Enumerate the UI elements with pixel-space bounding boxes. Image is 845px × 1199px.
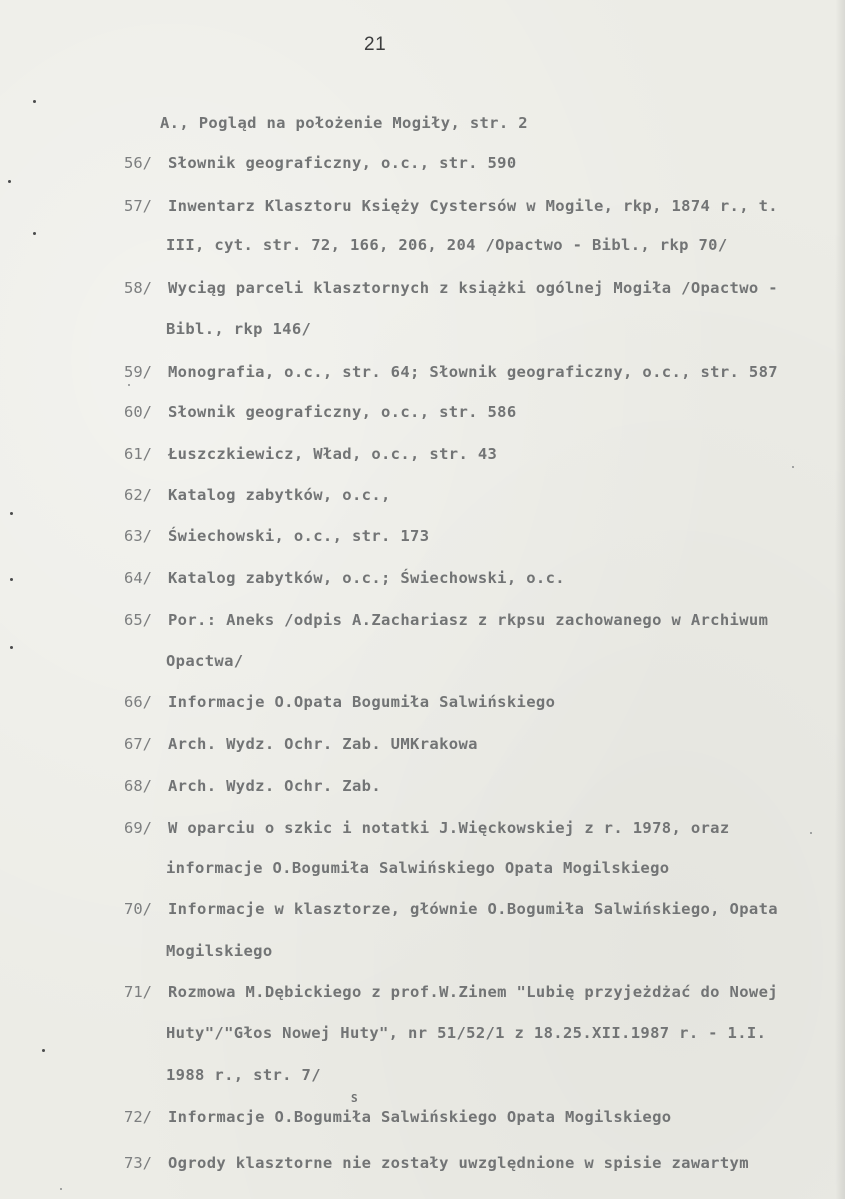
footnote-text: Informacje O.Opata Bogumiła Salwińskiego (168, 693, 556, 711)
footnote-entry-67 (124, 734, 478, 754)
footnote-entry-63 (124, 526, 429, 546)
footnote-continuation (166, 1023, 766, 1043)
footnote-text: 1988 r., str. 7/ (166, 1066, 321, 1084)
footnote-text: Świechowski, o.c., str. 173 (168, 527, 430, 545)
footnote-continuation (166, 858, 669, 878)
scan-speck (10, 646, 13, 649)
footnote-entry-69 (124, 818, 730, 838)
footnote-entry-71 (124, 982, 778, 1002)
footnote-text: III, cyt. str. 72, 166, 206, 204 /Opactwo - Bibl., rkp 70/ (166, 236, 728, 254)
scan-speck (60, 1188, 62, 1190)
footnote-entry-57 (124, 196, 778, 216)
footnote-number: 68/ (124, 777, 152, 795)
footnote-number: 58/ (124, 279, 152, 297)
scan-speck (10, 578, 13, 581)
footnote-entry-62 (124, 485, 391, 505)
footnote-continuation (166, 941, 273, 961)
footnote-text: Inwentarz Klasztoru Księży Cystersów w Mogile, rkp, 1874 r., t. (168, 197, 778, 215)
scan-speck (33, 232, 36, 235)
scan-speck (792, 466, 794, 468)
footnote-number: 57/ (124, 197, 152, 215)
footnote-text: Katalog zabytków, o.c., (168, 486, 391, 504)
footnote-entry-56 (124, 153, 517, 173)
footnote-text: Informacje w klasztorze, głównie O.Bogumiła Salwińskiego, Opata (168, 900, 778, 918)
footnote-number: 56/ (124, 154, 152, 172)
footnote-text: informacje O.Bogumiła Salwińskiego Opata Mogilskiego (166, 859, 670, 877)
scan-speck (10, 512, 13, 515)
footnote-text: Ogrody klasztorne nie zostały uwzględnione w spisie zawartym (168, 1154, 749, 1172)
footnote-text: Por.: Aneks /odpis A.Zachariasz z rkpsu zachowanego w Archiwum (168, 611, 769, 629)
scan-speck (810, 832, 812, 834)
footnote-number: 66/ (124, 693, 152, 711)
footnote-number: 61/ (124, 445, 152, 463)
footnote-number: 71/ (124, 983, 152, 1001)
page-number: 21 (364, 34, 387, 55)
scan-speck (33, 100, 36, 103)
footnote-text: Słownik geograficzny, o.c., str. 590 (168, 154, 517, 172)
footnote-text: Arch. Wydz. Ochr. Zab. UMKrakowa (168, 735, 478, 753)
footnote-text: Rozmowa M.Dębickiego z prof.W.Zinem "Lubię przyjeżdżać do Nowej (168, 983, 778, 1001)
footnote-entry-59 (124, 362, 778, 382)
footnote-text: Opactwa/ (166, 652, 244, 670)
footnote-text: Łuszczkiewicz, Wład, o.c., str. 43 (168, 445, 498, 463)
scan-speck (128, 384, 130, 386)
footnote-number: 59/ (124, 363, 152, 381)
footnote-entry-65 (124, 610, 768, 630)
footnote-continuation (166, 235, 728, 255)
page-edge-shadow (835, 0, 845, 1199)
footnote-number: 64/ (124, 569, 152, 587)
footnote-text: Mogilskiego (166, 942, 273, 960)
footnote-number: 73/ (124, 1154, 152, 1172)
footnote-entry-68 (124, 776, 381, 796)
footnote-number: 70/ (124, 900, 152, 918)
footnote-continuation (166, 319, 311, 339)
footnote-text: W oparciu o szkic i notatki J.Więckowskiej z r. 1978, oraz (168, 819, 730, 837)
footnote-entry-64 (124, 568, 565, 588)
footnote-number: 69/ (124, 819, 152, 837)
footnote-entry-60 (124, 402, 517, 422)
footnote-entry-70 (124, 899, 778, 919)
footnote-line (160, 113, 528, 133)
footnote-entry-73 (124, 1153, 749, 1173)
footnote-entry-66 (124, 692, 555, 712)
footnote-number: 72/ (124, 1108, 152, 1126)
footnote-text: Katalog zabytków, o.c.; Świechowski, o.c. (168, 569, 565, 587)
footnote-number: 62/ (124, 486, 152, 504)
footnote-entry-72 (124, 1107, 671, 1127)
footnote-text: Arch. Wydz. Ochr. Zab. (168, 777, 381, 795)
footnote-number: 60/ (124, 403, 152, 421)
footnote-number: 65/ (124, 611, 152, 629)
footnote-continuation (166, 651, 243, 671)
footnote-entry-58 (124, 278, 778, 298)
scan-speck (8, 180, 11, 183)
footnote-continuation (166, 1065, 321, 1085)
footnote-text: Wyciąg parceli klasztornych z książki ogólnej Mogiła /Opactwo - (168, 279, 778, 297)
scan-speck (42, 1049, 45, 1052)
footnote-text: Słownik geograficzny, o.c., str. 586 (168, 403, 517, 421)
footnote-number: 63/ (124, 527, 152, 545)
footnote-text: Informacje O.Bogumiła Salwińskiego Opata Mogilskiego (168, 1108, 672, 1126)
footnote-entry-61 (124, 444, 497, 464)
footnote-text: Monografia, o.c., str. 64; Słownik geograficzny, o.c., str. 587 (168, 363, 778, 381)
footnote-number: 67/ (124, 735, 152, 753)
footnote-text: Bibl., rkp 146/ (166, 320, 312, 338)
footnote-text: A., Pogląd na położenie Mogiły, str. 2 (160, 114, 528, 132)
handwritten-correction: S (351, 1092, 358, 1105)
footnote-text: Huty"/"Głos Nowej Huty", nr 51/52/1 z 18.25.XII.1987 r. - 1.I. (166, 1024, 767, 1042)
